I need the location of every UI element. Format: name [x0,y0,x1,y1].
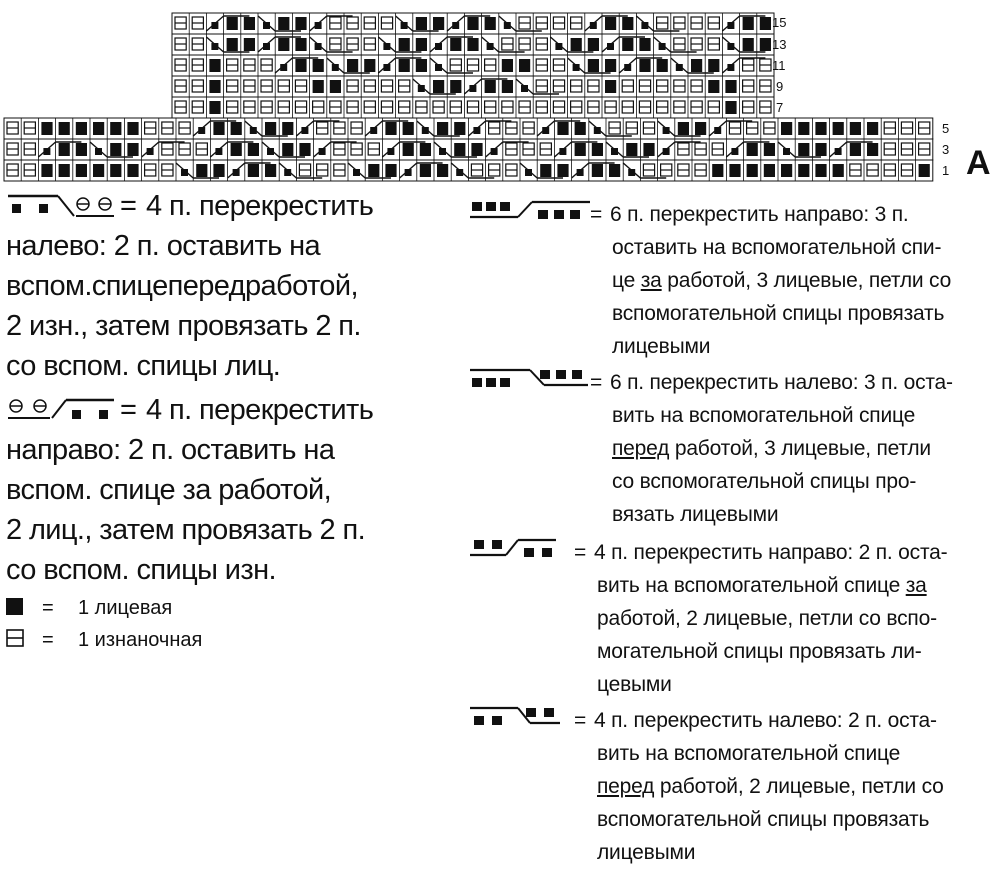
knit-stitch [110,122,121,135]
row-number-3: 3 [942,142,950,157]
knitting-chart [0,0,1000,185]
knit-stitch [209,80,220,93]
knit-stitch [747,164,758,177]
knit-stitch [403,122,414,135]
cross-left-3-3-icon [470,366,590,396]
knit-stitch [330,80,341,93]
knit-stitch [725,80,736,93]
legend-text-line: направо: 2 п. оставить на [6,434,335,466]
knit-stitch [93,164,104,177]
legend-text-line: 4 п. перекрестить [146,394,374,426]
knit-stitch [833,122,844,135]
knit-stitch [385,122,396,135]
row-number-1: 1 [942,163,950,178]
legend-text-line: перед работой, 2 лицевые, петли со [597,775,944,798]
cross-left-2-2-icon [470,704,570,734]
knit-stitch [295,38,306,51]
knit-stitch [213,164,224,177]
knit-stitch [196,164,207,177]
legend-text-line: це за работой, 3 лицевые, петли со [612,269,952,292]
knit-stitch-icon [6,596,28,618]
cross-right-2-2-icon [470,536,570,566]
knit-stitch [59,143,70,156]
knit-stitch [227,17,238,30]
knit-stitch [313,80,324,93]
knit-stitch [467,38,478,51]
knit-stitch [502,59,513,72]
knit-stitch [76,164,87,177]
knit-stitch [743,38,754,51]
knit-stitch [248,164,259,177]
knit-stitch [299,143,310,156]
knit-stitch [575,143,586,156]
knit-stitch [450,38,461,51]
legend-text-line: оставить на вспомогательной спи- [612,236,942,259]
row-number-13: 13 [772,37,787,52]
legend-text-line: перед работой, 3 лицевые, петли [612,437,931,460]
legend-text-line: вспом.спицепередработой, [6,270,358,302]
purl-stitch-icon [6,628,28,650]
legend-text-line: 6 п. перекрестить налево: 3 п. оста- [610,371,953,394]
knit-stitch [399,38,410,51]
knit-stitch [678,122,689,135]
knit-stitch [420,143,431,156]
knit-stitch [815,164,826,177]
legend-text-line: лицевыми [612,335,711,358]
knit-stitch [815,143,826,156]
knit-stitch [209,101,220,114]
chart-letter: A [966,144,991,182]
legend-text-line: вить на вспомогательной спице [612,404,916,427]
knit-stitch [110,143,121,156]
knit-stitch [798,143,809,156]
knit-stitch [622,38,633,51]
knit-stitch [454,122,465,135]
legend-text-line: лицевыми [597,841,696,864]
knit-stitch [231,143,242,156]
row-number-11: 11 [772,58,786,73]
knit-stitch [833,164,844,177]
knit-stitch [385,164,396,177]
legend-text-line: цевыми [597,673,672,696]
legend-equals: = [574,541,587,564]
knit-stitch [282,143,293,156]
knit-stitch [265,122,276,135]
knit-stitch [571,38,582,51]
knit-stitch [403,143,414,156]
knit-stitch [643,143,654,156]
knit-stitch [519,59,530,72]
knit-stitch [295,59,306,72]
legend-text-line: 4 п. перекрестить направо: 2 п. оста- [594,541,948,564]
knit-stitch [605,59,616,72]
knit-stitch [437,122,448,135]
legend-text-line: 4 п. перекрестить налево: 2 п. оста- [594,709,937,732]
knit-stitch [760,17,771,30]
knit-stitch [416,38,427,51]
knit-stitch [485,17,496,30]
knit-stitch [231,122,242,135]
knit-stitch [695,122,706,135]
legend-text-line: 6 п. перекрестить направо: 3 п. [610,203,909,226]
knit-stitch [278,17,289,30]
knit-stitch [213,122,224,135]
knit-stitch [540,164,551,177]
knit-stitch [59,122,70,135]
legend-text-line: со вспом. спицы лиц. [6,350,281,382]
knit-stitch [41,164,52,177]
knit-stitch [729,164,740,177]
cross-right-3-3-icon [470,198,590,228]
knit-stitch [437,164,448,177]
knit-stitch [592,143,603,156]
knit-stitch [347,59,358,72]
knit-stitch [364,59,375,72]
row-number-9: 9 [776,79,784,94]
legend-equals: = [120,190,137,222]
legend-text-line: работой, 2 лицевые, петли со вспо- [597,607,937,630]
knit-stitch [609,164,620,177]
cross-right-2-2-purl-icon [6,396,116,426]
knit-stitch [798,122,809,135]
knit-stitch [127,143,138,156]
knit-stitch [467,17,478,30]
knit-stitch [919,164,930,177]
knit-stitch [399,59,410,72]
legend-text-line: вспом. спице за работой, [6,474,332,506]
knit-stitch [485,80,496,93]
knit-stitch [557,164,568,177]
legend-text-line: налево: 2 п. оставить на [6,230,321,262]
legend-text-line: могательной спицы провязать ли- [597,640,922,663]
knit-stitch [450,80,461,93]
row-number-7: 7 [776,100,784,115]
knit-stitch [760,38,771,51]
knit-stitch [850,122,861,135]
legend-equals: = [590,371,603,394]
knit-stitch [93,122,104,135]
knit-stitch [454,143,465,156]
legend-text-line: вспомогательной спицы провязать [612,302,945,325]
legend-equals: = [574,709,587,732]
knit-stitch [557,122,568,135]
knit-stitch [657,59,668,72]
knit-stitch [764,164,775,177]
knit-stitch [127,164,138,177]
knit-stitch [244,17,255,30]
knit-stitch [471,143,482,156]
knit-stitch [244,38,255,51]
knit-stitch [41,122,52,135]
knit-stitch [639,59,650,72]
knit-stitch [867,122,878,135]
knit-stitch [76,143,87,156]
knit-stitch [110,164,121,177]
knit-stitch [416,59,427,72]
knit-stitch [313,59,324,72]
knit-stitch [592,164,603,177]
knit-stitch [708,80,719,93]
legend-text-line: вить на вспомогательной спице [597,742,901,765]
knit-stitch [127,122,138,135]
legend-text-line: вязать лицевыми [612,503,779,526]
legend-text-line: вить на вспомогательной спице за [597,574,927,597]
knit-stitch [626,143,637,156]
knit-stitch [639,38,650,51]
legend-text-line: вспомогательной спицы провязать [597,808,930,831]
legend-text-line: со вспомогательной спицы про- [612,470,917,493]
legend-text-line: 1 лицевая [78,597,173,619]
knit-stitch [712,164,723,177]
knit-stitch [867,143,878,156]
knit-stitch [59,164,70,177]
legend-text-line: 2 изн., затем провязать 2 п. [6,310,361,342]
legend-text-line: 1 изнаночная [78,629,203,651]
knit-stitch [850,143,861,156]
knit-stitch [368,164,379,177]
knit-stitch [605,17,616,30]
knit-stitch [764,143,775,156]
knit-stitch [588,59,599,72]
knit-stitch [747,143,758,156]
knit-stitch [227,38,238,51]
knit-stitch [282,122,293,135]
knit-stitch [76,122,87,135]
row-number-5: 5 [942,121,950,136]
knit-stitch [502,80,513,93]
knit-stitch [743,17,754,30]
knit-stitch [265,164,276,177]
legend-text-line: 4 п. перекрестить [146,190,374,222]
knit-stitch [691,59,702,72]
knit-stitch [433,80,444,93]
cross-left-2-2-purl-icon [6,192,116,222]
knit-stitch [781,164,792,177]
knit-stitch [622,17,633,30]
knit-stitch [781,122,792,135]
knit-stitch [416,17,427,30]
knit-stitch [708,59,719,72]
row-number-15: 15 [772,15,787,30]
legend-equals: = [42,629,54,651]
legend-equals: = [120,394,137,426]
knit-stitch [605,80,616,93]
knit-stitch [209,59,220,72]
knit-stitch [575,122,586,135]
legend-equals: = [590,203,603,226]
knit-stitch [420,164,431,177]
knit-stitch [248,143,259,156]
knit-stitch [295,17,306,30]
knit-stitch [278,38,289,51]
knit-stitch [815,122,826,135]
legend-text-line: со вспом. спицы изн. [6,554,276,586]
legend-equals: = [42,597,54,619]
knit-stitch [433,17,444,30]
knit-stitch [725,101,736,114]
legend-text-line: 2 лиц., затем провязать 2 п. [6,514,366,546]
knit-stitch [798,164,809,177]
knit-stitch [588,38,599,51]
